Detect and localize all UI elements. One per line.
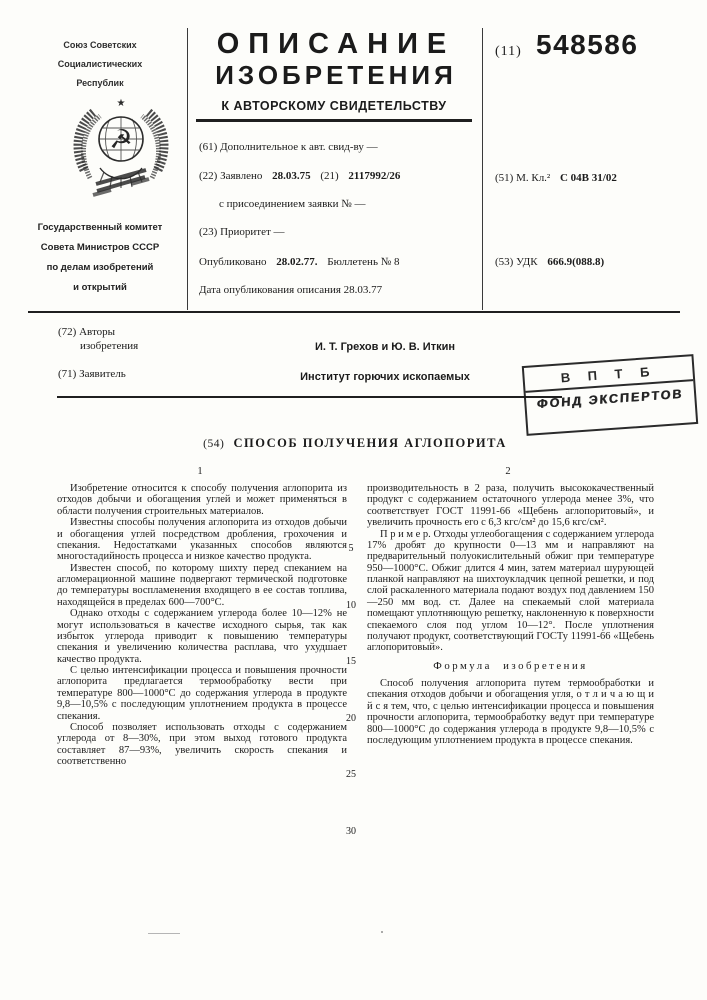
- filing-date: 28.03.75: [272, 170, 311, 182]
- svg-text:☭: ☭: [109, 125, 133, 155]
- claims-heading: Формула изобретения: [433, 659, 588, 672]
- subtitle-underline: [196, 119, 472, 122]
- body-column-left: [57, 483, 347, 767]
- svg-text:★: ★: [116, 98, 126, 109]
- udk-label: (53) УДК: [495, 256, 538, 268]
- line-number-10: 10: [346, 600, 356, 611]
- print-artifact-dash: [148, 933, 180, 934]
- ussr-coat-of-arms-icon: [70, 92, 172, 215]
- applicant-label: (71) Заявитель: [58, 368, 126, 380]
- column-2-number: 2: [505, 466, 511, 477]
- header-vertical-divider-left: [187, 28, 188, 310]
- document-subtitle: К АВТОРСКОМУ СВИДЕТЕЛЬСТВУ: [221, 99, 447, 113]
- union-line: Союз Советских: [63, 40, 137, 50]
- committee-line: Совета Министров СССР: [40, 242, 160, 253]
- biblio-53-udk: [495, 256, 604, 268]
- line-number-25: 25: [346, 769, 356, 780]
- doc-number-code: (11): [495, 44, 522, 59]
- invention-title-text: СПОСОБ ПОЛУЧЕНИЯ АГЛОПОРИТА: [233, 436, 507, 450]
- document-title-line2: ИЗОБРЕТЕНИЯ: [215, 60, 457, 90]
- line-number-20: 20: [346, 713, 356, 724]
- published-label: Опубликовано: [199, 256, 267, 268]
- committee-line: Государственный комитет: [37, 222, 163, 233]
- paragraph: Способ позволяет использовать отходы с содержанием углерода от 8—30%, при этом выход готового продукта составляет 87—93%, увеличить скорость спекания и соответственно: [57, 721, 347, 767]
- biblio-21-label: (21): [320, 170, 339, 182]
- body-column-right: [367, 483, 654, 746]
- committee-line: по делам изобретений: [46, 262, 154, 273]
- line-number-15: 15: [346, 656, 356, 667]
- paragraph: С целью интенсификации процесса и повышения прочности аглопорита предлагается термообработку вести при температуре 800—1000°С до содержания углерода в продукте 9,8—10,5% с последующим уплотнением продукта в процессе спекания.: [57, 665, 347, 722]
- authors-code-label2: изобретения: [80, 340, 139, 352]
- stamp-line1: В П Т Б: [524, 356, 693, 393]
- biblio-23-priority: (23) Приоритет —: [199, 226, 285, 238]
- participants-rule: [57, 396, 562, 398]
- authors-code-label: (72) Авторы: [58, 326, 115, 338]
- committee-name: [12, 218, 188, 298]
- document-number: 548586: [536, 29, 639, 60]
- paragraph: П р и м е р. Отходы углеобогащения с содержанием углерода 17% дробят до крупности 0—13 мм и направляют на предварительный полуокислительный обжиг при температуре 950—1000°С. Обжиг длится 4 мин, затем материал шурующей планкой направляют на шихтоукладчик цепной решетки, и под слой раскаленного материала подают воздух под давлением 150—250 мм вод. ст. Далее на спекаемый слой материала помещают уплотняющую решетку, наклоненную к поверхности спекаемого слоя под углом 10—12°. После уплотнения получают продукт, соответствующий ГОСТу 11991-66 «Щебень аглопоритовый».: [367, 528, 654, 654]
- biblio-22-label: (22) Заявлено: [199, 170, 263, 182]
- biblio-description-date: Дата опубликования описания 28.03.77: [199, 284, 383, 296]
- class-label: (51) М. Кл.²: [495, 172, 551, 184]
- biblio-joined-application: с присоединением заявки № —: [219, 198, 366, 210]
- class-value: С 04В 31/02: [559, 172, 617, 184]
- header-bottom-rule: [28, 311, 680, 313]
- column-1-number: 1: [197, 466, 203, 477]
- union-line: Республик: [76, 78, 124, 88]
- stamp-line2: ФОНД ЭКСПЕРТОВ: [536, 386, 684, 412]
- committee-line: и открытий: [73, 282, 127, 293]
- application-number: 2117992/26: [348, 170, 401, 182]
- publication-date: 28.02.77.: [276, 256, 318, 268]
- applicant-name: Институт горючих ископаемых: [300, 371, 470, 383]
- line-number-5: 5: [348, 543, 354, 554]
- udk-value: 666.9(088.8): [547, 256, 605, 268]
- header-vertical-divider-right: [482, 28, 483, 310]
- biblio-22: [199, 170, 479, 182]
- line-number-30: 30: [346, 826, 356, 837]
- invention-title: [30, 436, 680, 451]
- issuing-union-name: [18, 36, 182, 93]
- bulletin-number: Бюллетень № 8: [327, 256, 400, 268]
- library-stamp: [522, 354, 698, 436]
- union-line: Социалистических: [57, 59, 143, 69]
- biblio-published: [199, 256, 479, 268]
- paragraph: производительность в 2 раза, получить высококачественный продукт с содержанием остаточного углерода менее 3%, что соответствует ГОСТ 11991-66 «Щебень аглопоритовый», и увеличить прочность его с 6,3 кгс/см² до 15,6 кгс/см².: [367, 483, 654, 529]
- print-artifact-dot: [381, 931, 383, 933]
- paragraph: Изобретение относится к способу получения аглопорита из отходов добычи и обогащения углей и может применяться в области получения строительных материалов.: [57, 483, 347, 517]
- document-title-line1: ОПИСАНИЕ: [216, 28, 456, 60]
- authors-names: И. Т. Грехов и Ю. В. Иткин: [314, 341, 456, 353]
- invention-title-code: (54): [203, 438, 225, 450]
- paragraph: Известны способы получения аглопорита из отходов добычи и обогащения углей посредством дробления, грохочения и спекания. Недостатками указанных способов являются многостадийность процесса и низкое качество продукта.: [57, 517, 347, 563]
- biblio-51-class: [495, 172, 617, 184]
- paragraph: Известен способ, по которому шихту перед спеканием на агломерационной машине подвергают термической подготовке до температуры воспламенения входящего в ее состав топлива, находящейся в пределах 600—700°С.: [57, 562, 347, 608]
- paragraph: Однако отходы с содержанием углерода более 10—12% не могут использоваться в качестве исходного сырья, так как избыток углерода приводит к повышению температуры спекания и увеличению количества расплава, что ухудшает качество продукта.: [57, 608, 347, 665]
- biblio-61: (61) Дополнительное к авт. свид-ву —: [199, 141, 378, 153]
- claims-paragraph: Способ получения аглопорита путем термообработки и спекания отходов добычи и обогащения угля, о т л и ч а ю щ и й с я тем, что, с целью интенсификации процесса и повышения прочности аглопорита, термообработку ведут при температуре 800—1000°С до содержания углерода в продукте 9,8—10,5% с последующим уплотнением продукта в процессе спекания.: [367, 678, 654, 746]
